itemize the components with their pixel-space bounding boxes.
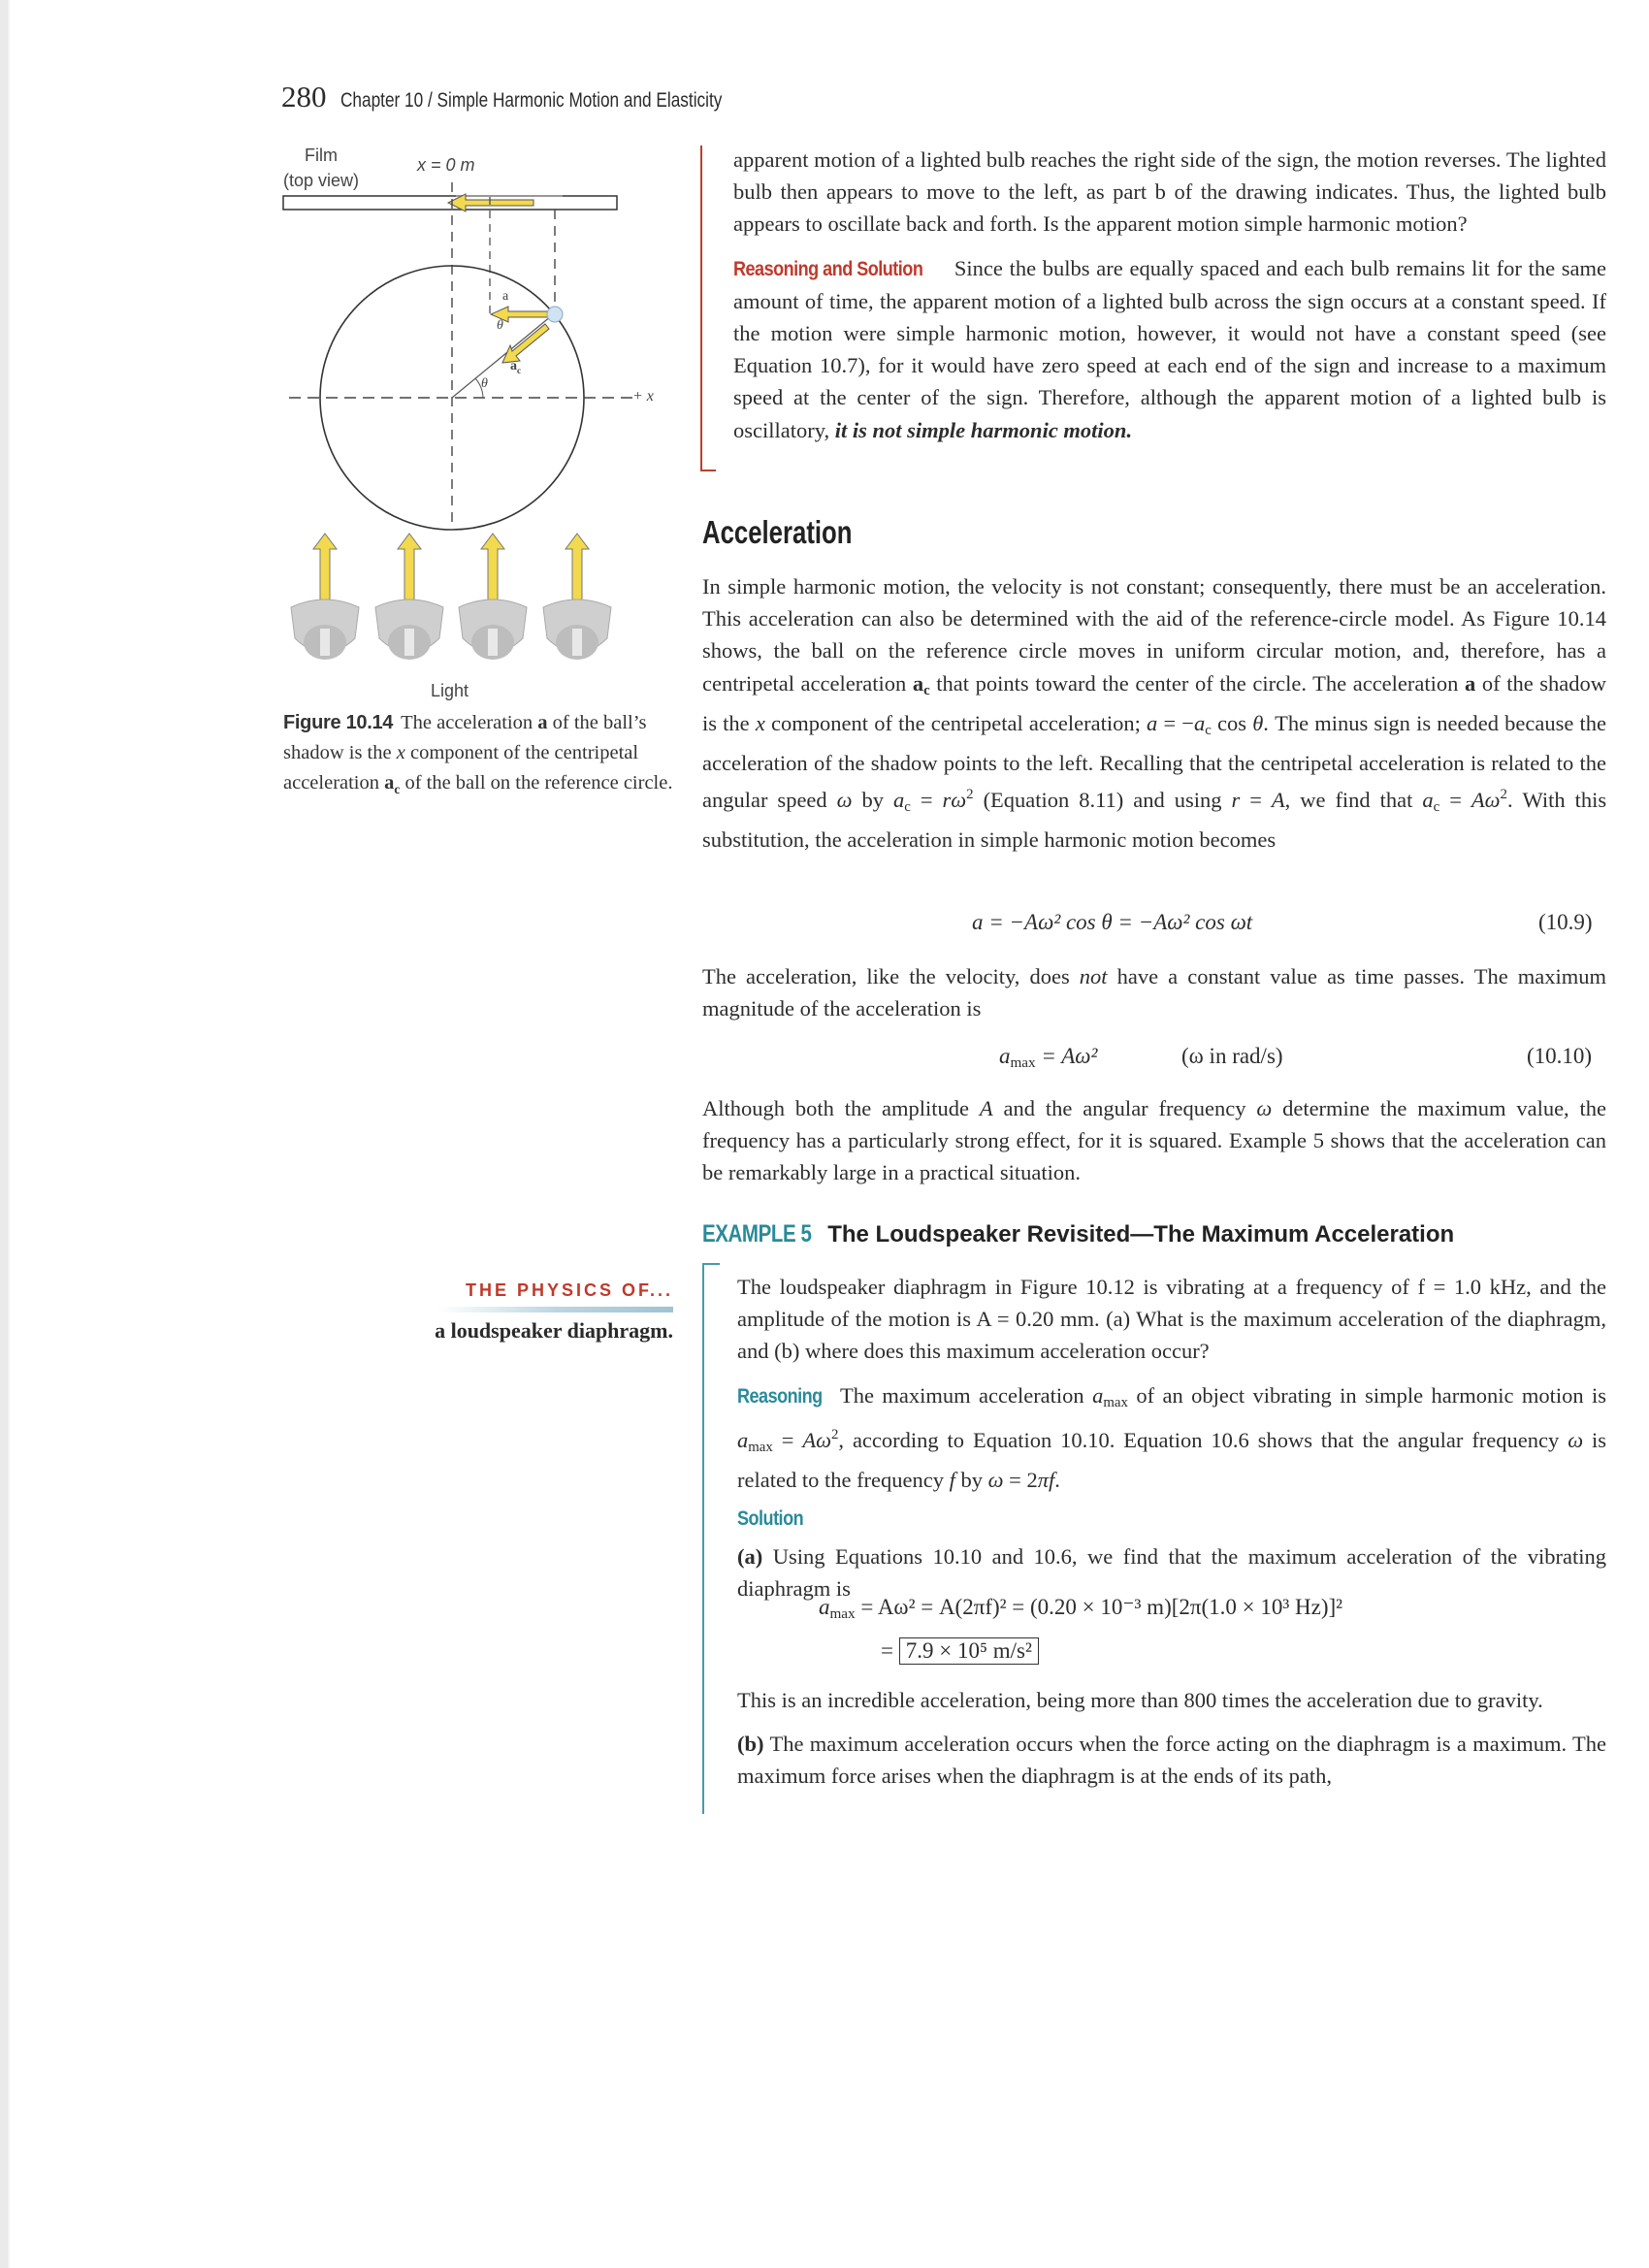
equation-10-9-number: (10.9) xyxy=(1538,910,1593,934)
light-source-4 xyxy=(543,534,611,660)
caption-title: Figure 10.14 xyxy=(283,712,394,733)
figure-caption xyxy=(283,708,681,804)
conceptual-example-end xyxy=(733,144,1606,446)
caption-symbol-a: a xyxy=(537,712,548,733)
calc-line-1: $a_{max} = A\omega^2 = A(2\pi f)^2 = (0.20 \times 10^{-3}$ m)[2π(1.0 × 10³ Hz)]² xyxy=(819,1595,1343,1622)
acceleration-body xyxy=(702,570,1606,857)
example-name: The Loudspeaker Revisited—The Maximum Acceleration xyxy=(827,1221,1455,1247)
ball xyxy=(547,307,563,322)
reasoning-solution-heading: Reasoning and Solution xyxy=(733,257,923,280)
equation-10-10: $a_{max} = A\omega^2$ xyxy=(999,1044,1098,1071)
caption-symbol-x: x xyxy=(396,742,405,763)
section-title-acceleration: Acceleration xyxy=(702,514,853,550)
reasoning-conclusion: it is not simple harmonic motion. xyxy=(834,417,1133,442)
centripetal-arrow xyxy=(502,324,549,363)
reference-circle-diagram xyxy=(281,144,689,687)
example-bracket xyxy=(702,1263,720,1814)
theta-label-center: θ xyxy=(481,376,488,391)
plus-x-label: + x xyxy=(632,388,654,405)
physics-of-label: THE PHYSICS OF... xyxy=(465,1280,673,1300)
film-label: Film xyxy=(305,146,338,165)
physics-of-sidebar xyxy=(400,1280,673,1344)
example-problem: The loudspeaker diaphragm in Figure 10.12 is vibrating at a frequency of f = 1.0 kHz, and the amplitude of the motion is A = 0.20 mm. (a) What is the maximum acceleration of the diaphragm, and (b) where does this maximum acceleration occur? xyxy=(737,1275,1606,1364)
example-body xyxy=(737,1271,1606,1605)
scan-edge-shadow xyxy=(8,0,10,2268)
caption-text: of the ball’s shadow is the xyxy=(283,712,647,763)
calc-line-2: = 7.9 × 10⁵ m/s² xyxy=(881,1637,1039,1665)
solution-part-a: (a) Using Equations 10.10 and 10.6, we find that the maximum acceleration of the vibrating diaphragm is xyxy=(737,1544,1607,1602)
physics-of-topic: a loudspeaker diaphragm. xyxy=(435,1318,673,1343)
example-body-2 xyxy=(737,1684,1606,1793)
conceptual-example-bracket xyxy=(700,146,716,471)
acceleration-paragraph-1: In simple harmonic motion, the velocity is not constant; consequently, there must be an acceleration. This acceleration can also be determined with the aid of the reference-circle model. As Figure 10.14 shows, the ball on the reference circle moves in uniform circular motion, and, therefore, has a centripetal acceleration $a_c$ that points toward the center of the circle. The acceleration a of the shadow is the x component of the centripetal acceleration; $a = -a_c$ cos θ. The minus sign is needed because the acceleration of the shadow points to the left. Recalling that the centripetal acceleration is related to the angular speed ω by $a_c = r\omega^2$ (Equation 8.11) and using r = A, we find that $a_c = A\omega^2$. With this substitution, the acceleration in simple harmonic motion becomes xyxy=(702,574,1607,853)
top-view-label: (top view) xyxy=(283,171,360,190)
caption-symbol-ac: $a_c$ xyxy=(384,772,401,797)
equation-10-10-number: (10.10) xyxy=(1527,1044,1593,1068)
example-reasoning-heading: Reasoning xyxy=(737,1384,823,1408)
equation-10-9: a = −Aω² cos θ = −Aω² cos ωt xyxy=(972,910,1253,934)
acceleration-body-2 xyxy=(702,960,1606,1024)
ac-label: $a_c$ xyxy=(510,359,522,375)
page-header xyxy=(281,80,805,118)
a-label: a xyxy=(502,289,509,304)
equation-10-10-condition: (ω in rad/s) xyxy=(1181,1044,1283,1068)
solution-part-a-after: This is an incredible acceleration, being more than 800 times the acceleration due to gravity. xyxy=(737,1688,1543,1712)
example-reasoning: Reasoning The maximum acceleration $a_{max}$ of an object vibrating in simple harmonic motion is $a_{max} = A\omega^2$, according to Equation 10.10. Equation 10.6 shows that the angular frequency ω is related to the frequency f by ω = 2πf. xyxy=(737,1379,1606,1497)
conceptual-paragraph: apparent motion of a lighted bulb reaches the right side of the sign, the motion reverses. The lighted bulb then appears to move to the left, as part b of the drawing indicates. Thus, the lighted bulb appears to oscillate back and forth. Is the apparent motion simple harmonic motion? xyxy=(733,147,1606,237)
acceleration-paragraph-3: Although both the amplitude A and the angular frequency ω determine the maximum value, the frequency has a particularly strong effect, for it is squared. Example 5 shows that the acceleration can be remarkably large in a practical situation. xyxy=(702,1096,1607,1185)
reasoning-solution-text: Since the bulbs are equally spaced and each bulb remains lit for the same amount of time, the apparent motion of a lighted bulb across the sign occurs at a constant speed. If the motion were simple harmonic motion, however, it would not have a constant speed (see Equation 10.7), for it would have zero speed at each end of the sign and increase to a maximum speed at the center of the sign. Therefore, although the apparent motion of a lighted bulb is oscillatory, xyxy=(733,255,1607,442)
part-b-label: (b) xyxy=(737,1732,764,1757)
light-source-1 xyxy=(291,534,359,660)
acceleration-body-3 xyxy=(702,1092,1606,1189)
part-a-label: (a) xyxy=(737,1544,763,1570)
light-source-3 xyxy=(459,534,527,660)
answer-box: 7.9 × 10⁵ m/s² xyxy=(899,1637,1039,1665)
scan-edge xyxy=(0,0,8,2268)
theta-label-ball: θ xyxy=(497,318,503,333)
caption-text: of the ball on the reference circle. xyxy=(404,772,673,794)
x-zero-label: x = 0 m xyxy=(417,155,475,175)
light-label: Light xyxy=(431,681,469,700)
physics-of-bar xyxy=(438,1307,673,1312)
caption-text: component of the centripetal acceleration xyxy=(283,742,639,794)
chapter-title: Chapter 10 / Simple Harmonic Motion and Elasticity xyxy=(340,89,722,112)
reasoning-solution-paragraph xyxy=(733,252,1606,446)
caption-text: The acceleration xyxy=(401,712,534,733)
example-5-title xyxy=(702,1220,1454,1248)
light-source-2 xyxy=(375,534,443,660)
example-number: EXAMPLE 5 xyxy=(702,1220,812,1247)
page-number: 280 xyxy=(281,80,327,113)
solution-heading-row xyxy=(737,1507,1606,1531)
solution-part-b: (b) The maximum acceleration occurs when the force acting on the diaphragm is a maximum. The maximum force arises when the diaphragm is at the ends of its path, xyxy=(737,1732,1606,1789)
figure-10-14 xyxy=(281,144,689,706)
solution-heading: Solution xyxy=(737,1507,804,1531)
acceleration-paragraph-2: The acceleration, like the velocity, does not have a constant value as time passes. The maximum magnitude of the acceleration is xyxy=(702,964,1607,1021)
